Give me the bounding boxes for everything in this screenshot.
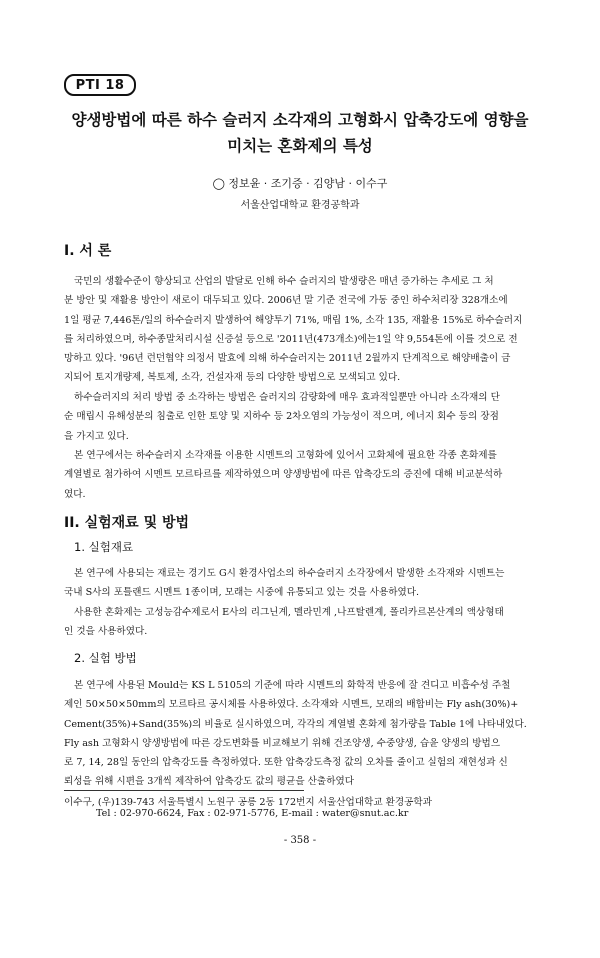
text-line: 사용한 혼화제는 고성능감수제로서 E사의 리그닌계, 멜라민계 ,나프탈렌계, 폴리카르본산계의 액상형태 [74,607,504,618]
session-badge: PTI 18 [64,74,136,96]
text-line: 하수슬러지의 처리 방법 중 소각하는 방법은 슬러지의 감량화에 매우 효과적일뿐만 아니라 소각재의 단 [74,392,500,403]
text-line: 계열별로 첨가하여 시멘트 모르타르를 제작하였으며 양생방법에 따른 압축강도의 증진에 대해 비교분석하 [64,469,503,481]
text-line: 본 연구에서는 하수슬러지 소각재를 이용한 시멘트의 고형화에 있어서 고화체에 필요한 각종 혼화제를 [74,450,497,461]
section-heading-methods: II. 실험재료 및 방법 [64,515,190,531]
text-line: 1일 평균 7,446톤/일의 하수슬러지 발생하여 해양투기 71%, 매립 1%, 소각 135, 재활용 15%로 하수슬러지 [64,314,523,326]
materials-paragraph-2 [64,603,539,642]
footnote-divider [64,790,304,791]
text-line: 을 가지고 있다. [64,430,129,442]
subsection-heading-materials: 1. 실험재료 [74,540,134,554]
text-line: 지되어 토지개량제, 복토제, 소각, 건설자재 등의 다양한 방법으로 모색되고 있다. [64,372,401,384]
subsection-heading-method: 2. 실험 방법 [74,651,137,665]
text-line: 제인 50×50×50mm의 모르타르 공시체를 사용하였다. 소각재와 시멘트, 모래의 배합비는 Fly ash(30%)+ [64,699,519,711]
page-number: - 358 - [283,835,317,846]
paper-title-line-1: 양생방법에 따른 하수 슬러지 소각재의 고형화시 압축강도에 영향을 [71,111,529,129]
method-paragraph [64,676,539,792]
text-line: 뢰성을 위해 시편을 3개씩 제작하여 압축강도 값의 평균을 산출하였다 [64,776,354,788]
text-line: 인 것을 사용하였다. [64,626,148,638]
author-list: ◯ 정보윤 · 조기증 · 김양남 · 이수구 [212,177,388,190]
text-line: Fly ash 고형화시 양생방법에 따른 강도변화를 비교해보기 위해 건조양생, 수중양생, 습윤 양생의 방법으 [64,737,501,749]
text-line: 순 매립시 유해성분의 침출로 인한 토양 및 지하수 등 2차오염의 가능성이 적으며, 에너지 회수 등의 장점 [64,411,499,423]
intro-paragraph-2 [64,388,539,446]
text-line: 분 방안 및 재활용 방안이 새로이 대두되고 있다. 2006년 말 기준 전국에 가동 중인 하수처리장 328개소에 [64,295,508,307]
paper-title-line-2: 미치는 혼화제의 특성 [227,137,373,155]
text-line: 본 연구에 사용된 Mould는 KS L 5105의 기준에 따라 시멘트의 화학적 반응에 잘 견디고 비흡수성 주철 [74,680,511,691]
text-line: 였다. [64,488,86,500]
footnote-address: 이수구, (우)139-743 서울특별시 노원구 공릉 2동 172번지 서울산업대학교 환경공학과 [64,797,432,808]
intro-paragraph-1 [64,272,539,388]
text-line: 로 7, 14, 28일 동안의 압축강도를 측정하였다. 또한 압축강도측정 값의 오차를 줄이고 실험의 재현성과 신 [64,757,508,769]
materials-paragraph-1 [64,564,539,603]
text-line: 본 연구에 사용되는 재료는 경기도 G시 환경사업소의 하수슬러지 소각장에서 발생한 소각재와 시멘트는 [74,568,505,579]
text-line: 를 처리하였으며, 하수종말처리시설 신증설 등으로 '2011년(473개소)에는1일 약 9,554톤에 이를 것으로 전 [64,333,518,345]
text-line: 망하고 있다. '96년 런던협약 의정서 발효에 의해 하수슬러지는 2011년 2월까지 단계적으로 해양배출이 금 [64,353,511,365]
affiliation: 서울산업대학교 환경공학과 [240,200,360,211]
text-line: Cement(35%)+Sand(35%)의 비율로 실시하였으며, 각각의 계열별 혼화제 첨가량을 Table 1에 나타내었다. [64,718,527,730]
intro-paragraph-3 [64,446,539,504]
text-line: 국민의 생활수준이 향상되고 산업의 발달로 인해 하수 슬러지의 발생량은 매년 증가하는 추세로 그 처 [74,276,494,287]
footnote-contact: Tel : 02-970-6624, Fax : 02-971-5776, E-mail : water@snut.ac.kr [96,808,409,819]
section-heading-introduction: I. 서 론 [64,243,112,259]
text-line: 국내 S사의 포틀랜드 시멘트 1종이며, 모래는 시중에 유통되고 있는 것을 사용하였다. [64,587,420,599]
